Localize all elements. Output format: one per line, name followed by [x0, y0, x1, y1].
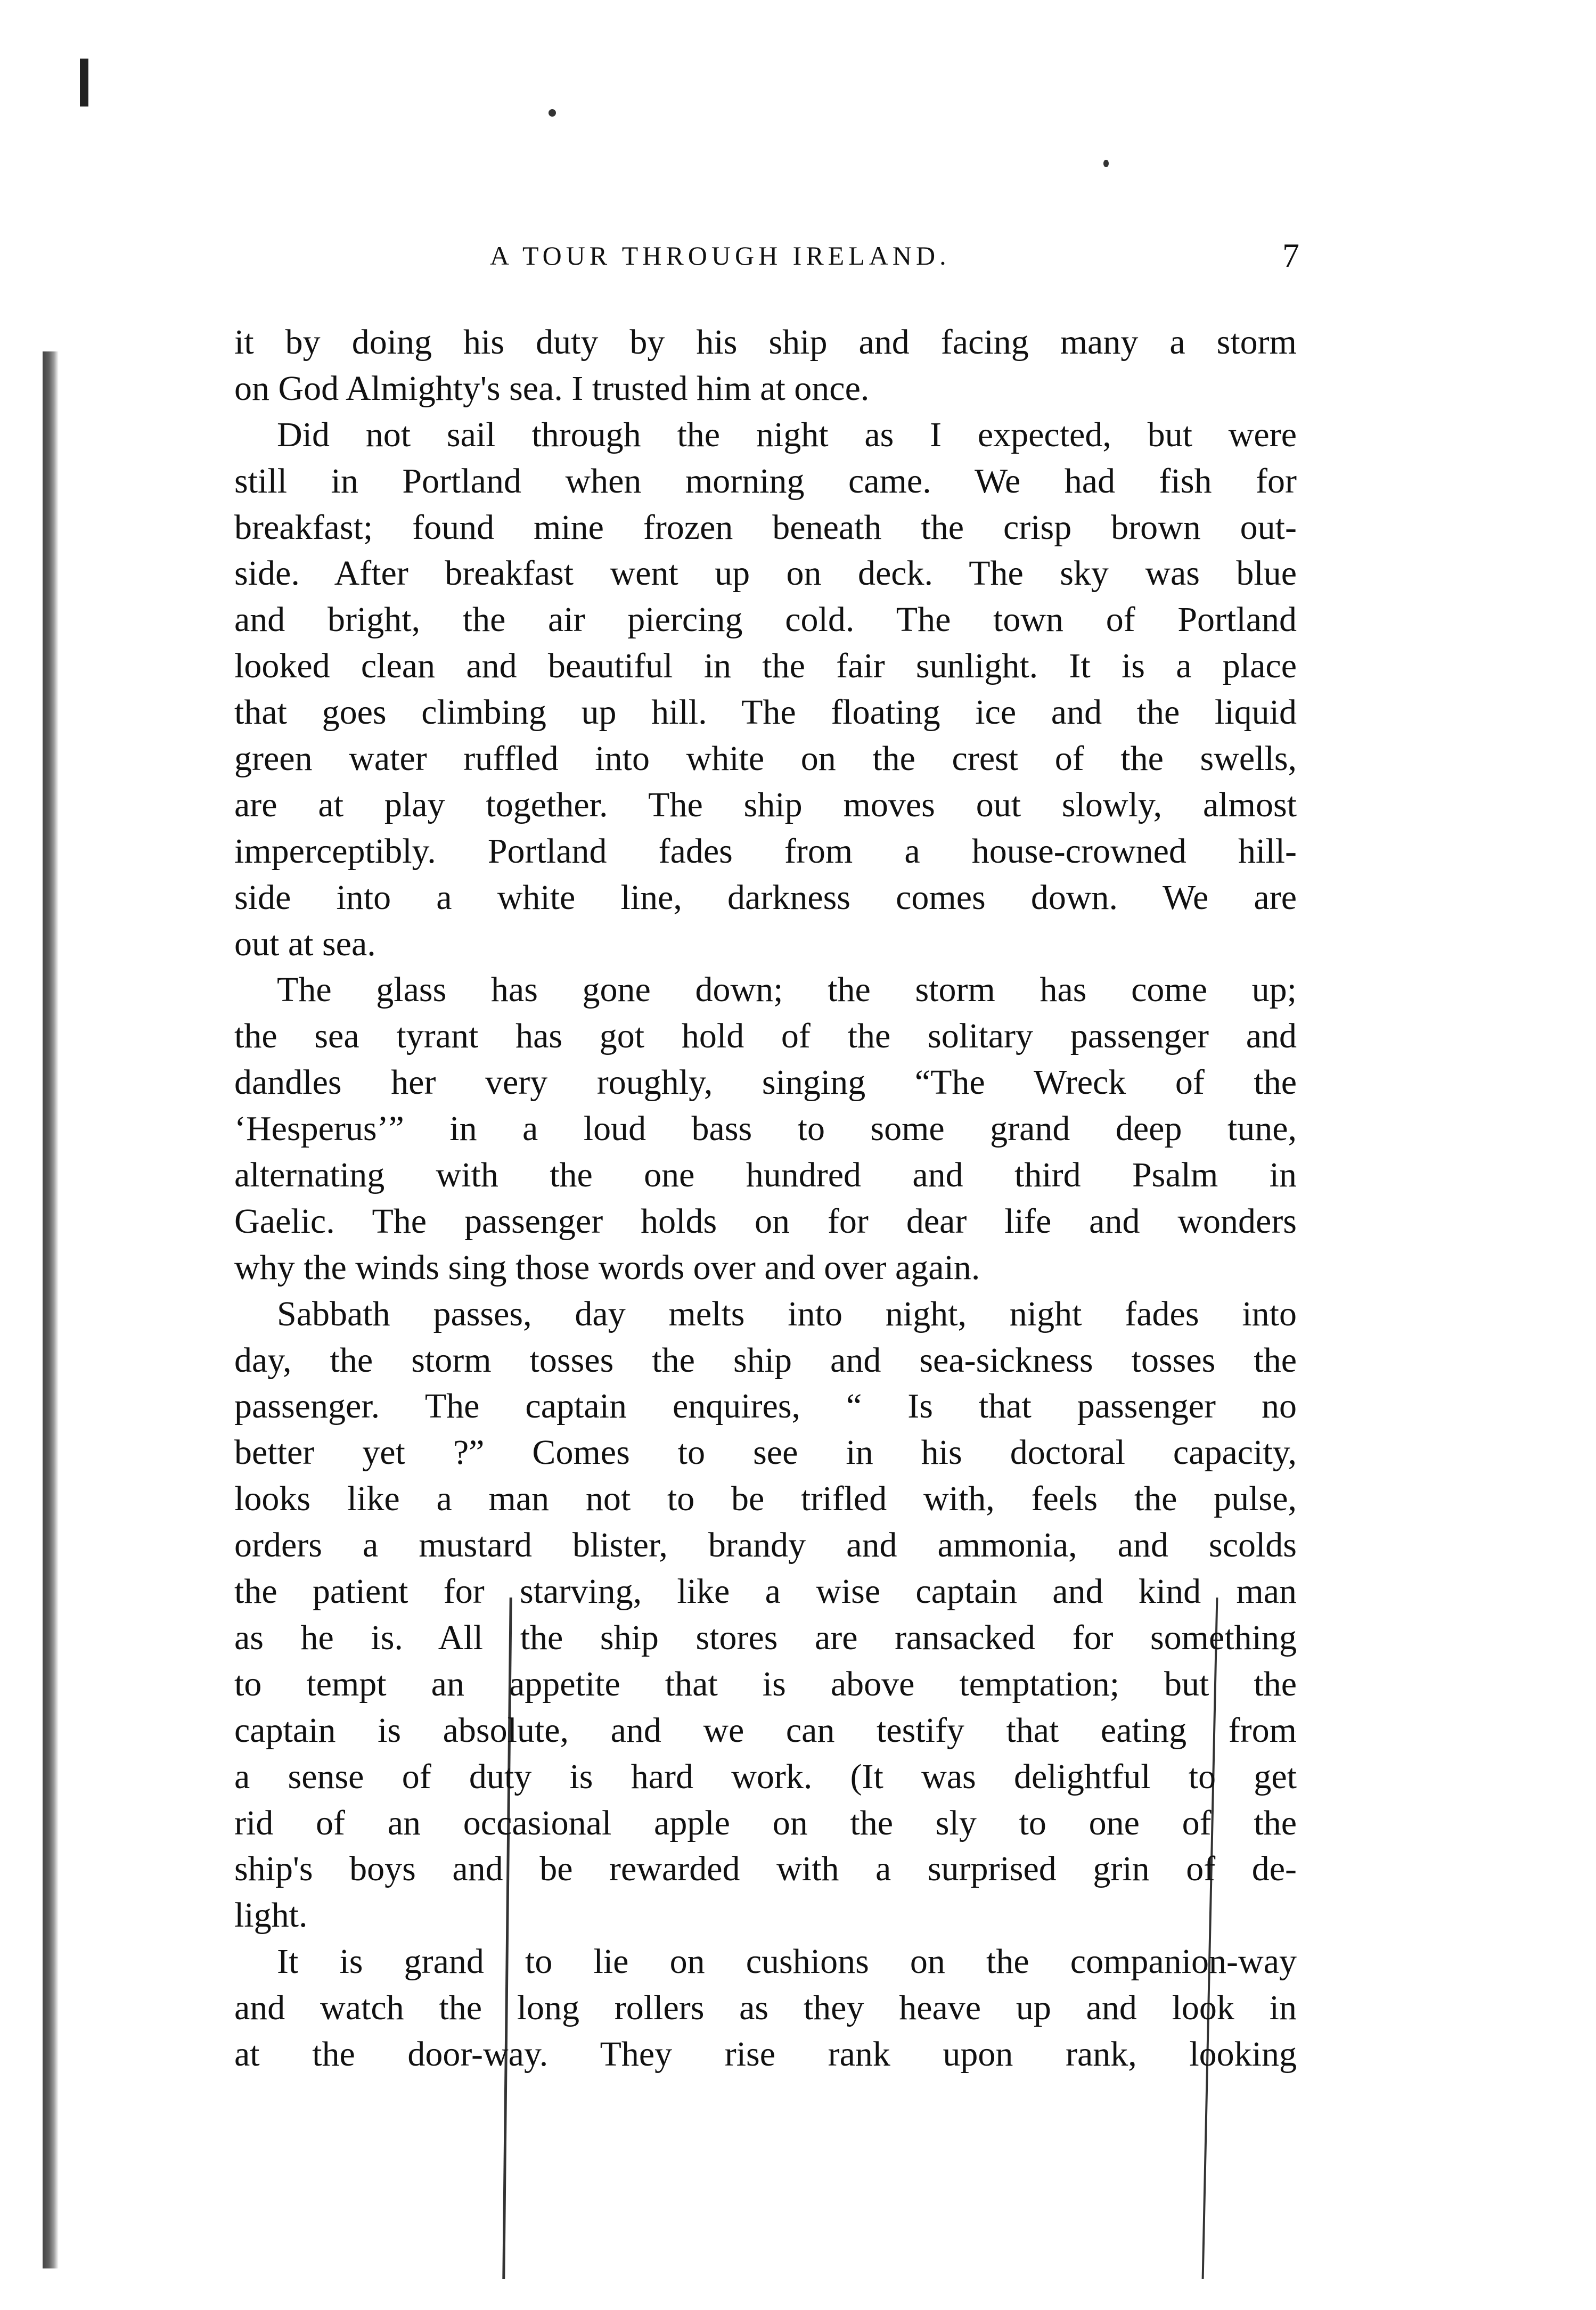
- text-line: Did not sail through the night as I expected, but were: [277, 415, 1297, 454]
- text-line: it by doing his duty by his ship and facing many a storm: [234, 323, 1297, 362]
- text-line: looks like a man not to be trifled with, feels the pulse,: [234, 1479, 1297, 1519]
- text-line: that goes climbing up hill. The floating ice and the liquid: [234, 693, 1297, 732]
- text-line: the sea tyrant has got hold of the solitary passenger and: [234, 1017, 1297, 1056]
- text-line: looked clean and beautiful in the fair sunlight. It is a place: [234, 646, 1297, 686]
- text-line: rid of an occasional apple on the sly to one of the: [234, 1803, 1297, 1842]
- binding-edge: [43, 351, 59, 2268]
- binding-mark: [80, 59, 88, 107]
- text-line: out at sea.: [234, 924, 376, 963]
- text-line: why the winds sing those words over and over again.: [234, 1248, 980, 1287]
- running-head: A TOUR THROUGH IRELAND.: [490, 241, 951, 271]
- text-line: green water ruffled into white on the crest of the swells,: [234, 739, 1297, 779]
- body-text: [234, 320, 1297, 2078]
- text-line: orders a mustard blister, brandy and ammonia, and scolds: [234, 1526, 1297, 1565]
- text-line: and watch the long rollers as they heave up and look in: [234, 1988, 1297, 2028]
- text-line: on God Almighty's sea. I trusted him at once.: [234, 368, 870, 408]
- text-line: and bright, the air piercing cold. The town of Portland: [234, 600, 1297, 640]
- text-line: alternating with the one hundred and third Psalm in: [234, 1156, 1297, 1195]
- text-line: Gaelic. The passenger holds on for dear life and wonders: [234, 1201, 1297, 1241]
- text-line: side into a white line, darkness comes down. We are: [234, 878, 1297, 917]
- text-line: to tempt an appetite that is above temptation; but the: [234, 1664, 1297, 1703]
- page-number: 7: [1282, 236, 1299, 274]
- text-line: as he is. All the ship stores are ransacked for something: [234, 1618, 1297, 1657]
- text-line: better yet ?” Comes to see in his doctoral capacity,: [234, 1433, 1297, 1472]
- text-line: side. After breakfast went up on deck. The sky was blue: [234, 554, 1297, 593]
- text-line: still in Portland when morning came. We had fish for: [234, 461, 1297, 501]
- page-header: [234, 229, 1299, 282]
- text-line: at the door-way. They rise rank upon rank, looking: [234, 2034, 1297, 2074]
- text-line: light.: [234, 1896, 308, 1935]
- text-line: a sense of duty is hard work. (It was delightful to get: [234, 1757, 1297, 1796]
- text-line: It is grand to lie on cushions on the companion-way: [277, 1942, 1297, 1981]
- text-line: ship's boys and be rewarded with a surprised grin of de-: [234, 1849, 1297, 1889]
- text-line: ‘Hesperus’” in a loud bass to some grand deep tune,: [234, 1109, 1297, 1149]
- text-line: are at play together. The ship moves out slowly, almost: [234, 785, 1297, 824]
- scan-speck: [1103, 160, 1109, 167]
- text-line: imperceptibly. Portland fades from a house-crowned hill-: [234, 831, 1297, 871]
- text-line: day, the storm tosses the ship and sea-sickness tosses the: [234, 1340, 1297, 1380]
- text-line: captain is absolute, and we can testify that eating from: [234, 1710, 1297, 1750]
- text-line: dandles her very roughly, singing “The Wreck of the: [234, 1063, 1297, 1102]
- scan-speck: [549, 109, 556, 117]
- text-line: the patient for starving, like a wise captain and kind man: [234, 1572, 1297, 1611]
- text-line: The glass has gone down; the storm has come up;: [277, 970, 1297, 1010]
- text-line: passenger. The captain enquires, “ Is that passenger no: [234, 1387, 1297, 1426]
- text-line: breakfast; found mine frozen beneath the crisp brown out-: [234, 507, 1297, 547]
- text-line: Sabbath passes, day melts into night, night fades into: [277, 1294, 1297, 1333]
